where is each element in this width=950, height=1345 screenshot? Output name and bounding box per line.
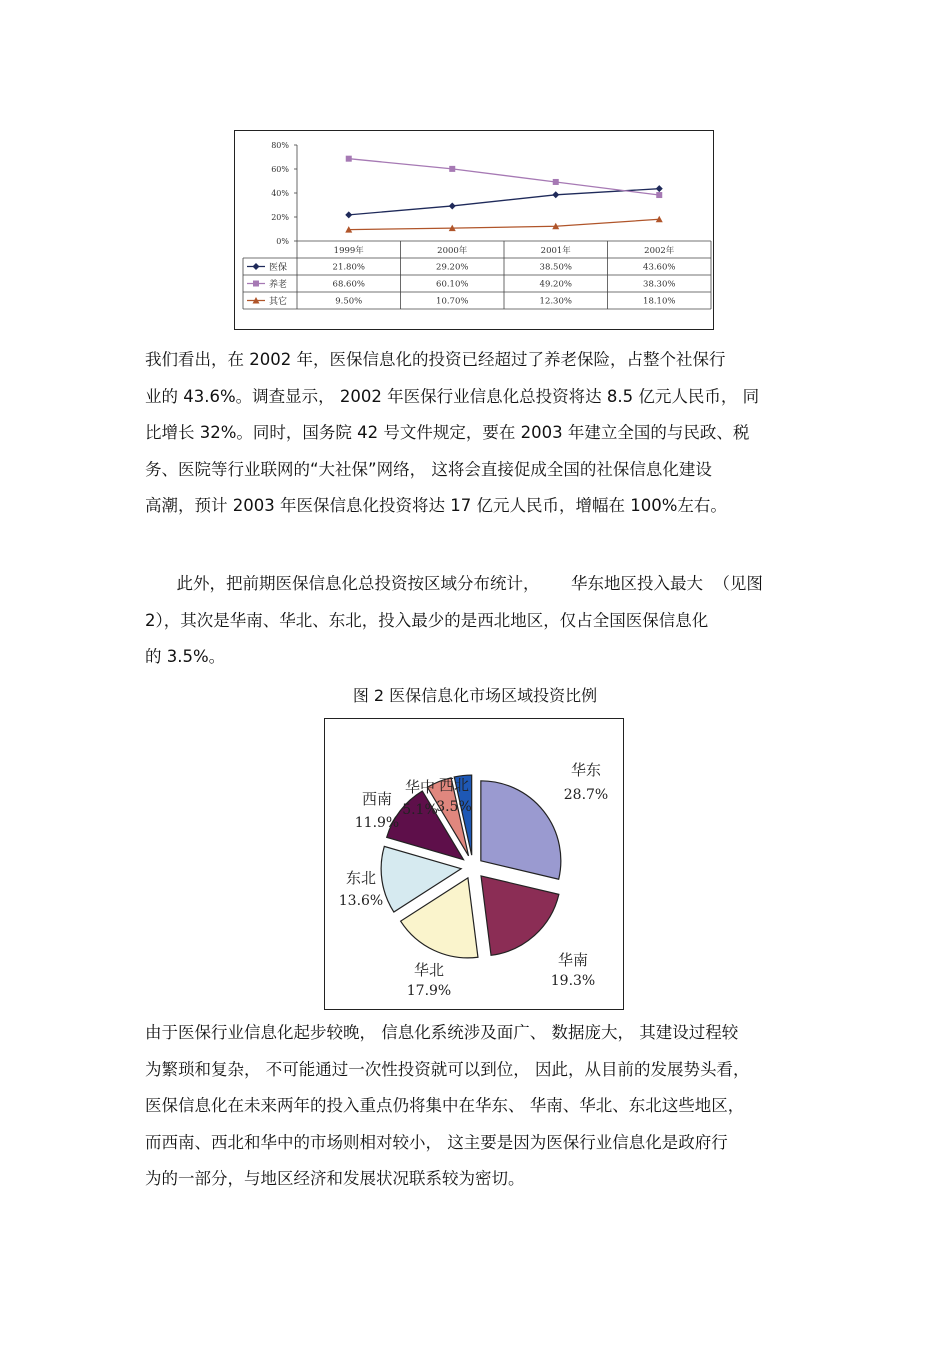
square-marker xyxy=(449,166,455,172)
diamond-marker xyxy=(552,191,559,198)
paragraph-line: 我们看出，在 2002 年，医保信息化的投资已经超过了养老保险，占整个社保行 xyxy=(145,350,726,369)
paragraph-line: 高潮，预计 2003 年医保信息化投资将达 17 亿元人民币，增幅在 100%左右。 xyxy=(145,496,727,515)
paragraph-line: 医保信息化在未来两年的投入重点仍将集中在华东、 华南、华北、东北这些地区， xyxy=(145,1096,745,1115)
paragraph-line: 业的 43.6%。调查显示， 2002 年医保行业信息化总投资将达 8.5 亿元人民币， 同 xyxy=(145,386,760,406)
figure-2-pie-chart xyxy=(324,718,624,1010)
slice-name-label: 华东 xyxy=(570,761,602,779)
paragraph-3 xyxy=(145,1015,810,1198)
table-value: 29.20% xyxy=(436,262,469,273)
table-value: 21.80% xyxy=(332,262,365,273)
series-line xyxy=(349,189,660,215)
pie-chart-svg xyxy=(325,719,623,1009)
category-label: 2000年 xyxy=(437,246,468,256)
figure-1-line-chart xyxy=(234,130,714,330)
category-label: 2002年 xyxy=(644,246,675,256)
slice-value-label: 19.3% xyxy=(550,973,596,989)
square-marker xyxy=(553,179,559,185)
paragraph-line: 比增长 32%。同时，国务院 42 号文件规定，要在 2003 年建立全国的与民政、税 xyxy=(145,423,750,442)
diamond-marker xyxy=(345,211,352,218)
y-tick-label: 80% xyxy=(271,141,289,150)
series-1 xyxy=(345,185,663,218)
slice-name-label: 华南 xyxy=(557,951,589,969)
square-marker xyxy=(346,156,352,162)
table-value: 38.30% xyxy=(643,279,676,290)
legend-label: 医保 xyxy=(269,263,288,273)
figure-2-caption: 图 2 医保信息化市场区域投资比例 xyxy=(352,686,598,705)
series-3 xyxy=(345,216,663,233)
table-value: 12.30% xyxy=(539,296,572,307)
paragraph-line: 此外，把前期医保信息化总投资按区域分布统计， 华东地区投入最大 （见图 xyxy=(145,574,763,593)
y-tick-label: 60% xyxy=(271,165,289,174)
slice-value-label: 5.1% xyxy=(402,802,438,818)
slice-value-label: 13.6% xyxy=(338,893,384,909)
paragraph-1 xyxy=(145,342,810,525)
table-value: 38.50% xyxy=(539,262,572,273)
line-chart-svg xyxy=(235,131,713,329)
paragraph-line: 为繁琐和复杂， 不可能通过一次性投资就可以到位， 因此，从目前的发展势头看， xyxy=(145,1059,750,1079)
table-value: 10.70% xyxy=(436,296,469,307)
slice-value-label: 11.9% xyxy=(354,815,400,831)
table-value: 60.10% xyxy=(436,279,469,290)
table-value: 49.20% xyxy=(539,279,572,290)
diamond-marker xyxy=(449,202,456,209)
paragraph-line: 由于医保行业信息化起步较晚， 信息化系统涉及面广、 数据庞大， 其建设过程较 xyxy=(145,1023,739,1042)
y-tick-label: 0% xyxy=(276,237,289,246)
diamond-marker xyxy=(253,263,260,270)
legend-label: 其它 xyxy=(269,297,288,307)
diamond-marker xyxy=(656,185,663,192)
slice-name-label: 华中 xyxy=(404,778,436,796)
slice-name-label: 华北 xyxy=(413,961,445,979)
paragraph-line: 为的一部分，与地区经济和发展状况联系较为密切。 xyxy=(145,1169,525,1188)
table-value: 68.60% xyxy=(332,279,365,290)
series-line xyxy=(349,159,660,195)
category-label: 1999年 xyxy=(333,246,364,256)
paragraph-line: 而西南、西北和华中的市场则相对较小， 这主要是因为医保行业信息化是政府行 xyxy=(145,1132,728,1152)
table-value: 18.10% xyxy=(643,296,676,307)
paragraph-line: 2），其次是华南、华北、东北，投入最少的是西北地区，仅占全国医保信息化 xyxy=(145,610,709,630)
pie-slice xyxy=(481,781,561,879)
table-value: 43.60% xyxy=(643,262,676,273)
slice-value-label: 28.7% xyxy=(563,787,609,803)
square-marker xyxy=(253,281,259,287)
square-marker xyxy=(656,192,662,198)
slice-name-label: 西北 xyxy=(438,776,470,794)
pie-slice xyxy=(481,876,559,955)
slice-name-label: 东北 xyxy=(345,869,377,887)
slice-name-label: 西南 xyxy=(361,790,393,808)
paragraph-line: 的 3.5%。 xyxy=(145,647,226,666)
series-line xyxy=(349,219,660,229)
slice-value-label: 3.5% xyxy=(436,799,472,815)
slice-value-label: 17.9% xyxy=(406,983,452,999)
category-label: 2001年 xyxy=(540,246,571,256)
paragraph-line: 务、医院等行业联网的“大社保”网络， 这将会直接促成全国的社保信息化建设 xyxy=(145,459,712,479)
legend-label: 养老 xyxy=(269,280,288,290)
paragraph-2 xyxy=(145,566,810,676)
y-tick-label: 40% xyxy=(271,189,289,198)
y-tick-label: 20% xyxy=(271,213,289,222)
table-value: 9.50% xyxy=(335,296,363,307)
